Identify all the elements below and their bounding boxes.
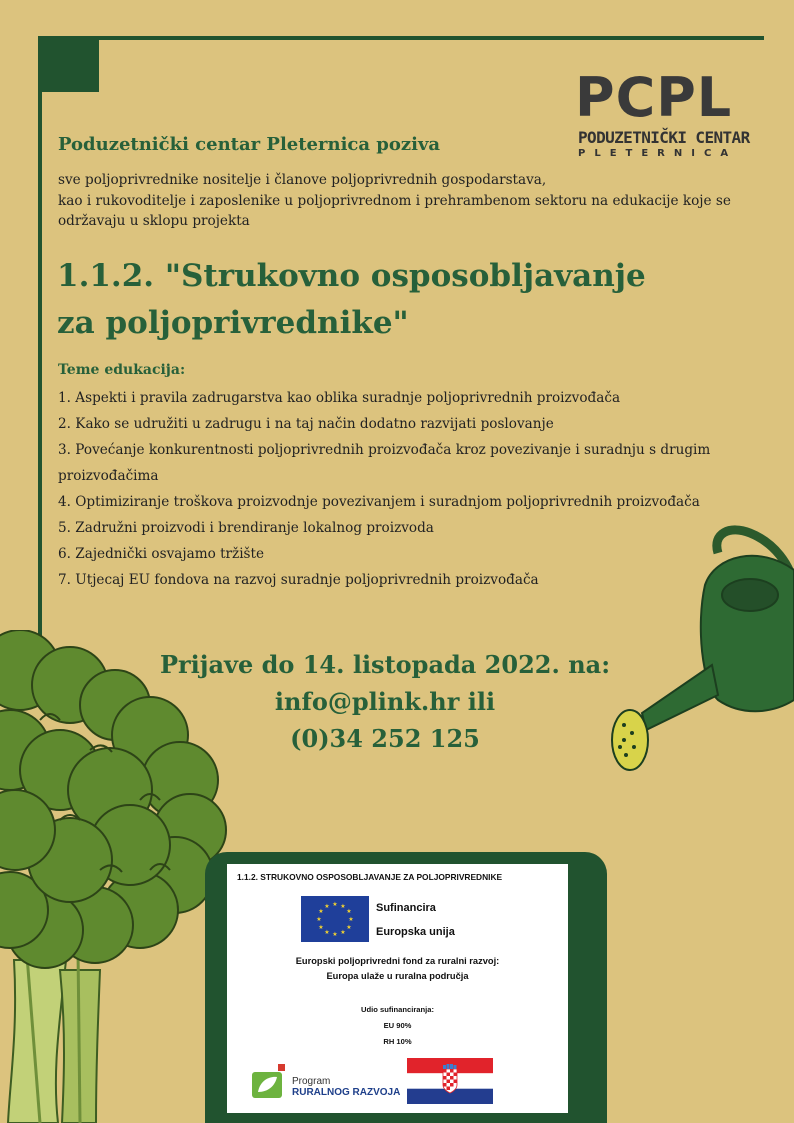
eu-union-label: Europska unija xyxy=(376,926,455,938)
svg-text:★: ★ xyxy=(340,929,346,936)
fund-line-2: Europa ulaže u ruralna područja xyxy=(326,971,469,981)
project-title xyxy=(57,253,646,347)
logo-mark: PCPL xyxy=(575,66,733,129)
funding-title: 1.1.2. STRUKOVNO OSPOSOBLJAVANJE ZA POLJOPRIVREDNIKE xyxy=(237,872,503,882)
topic-item: 3. Povećanje konkurentnosti poljoprivrednih proizvođača kroz povezivanje i suradnju s drugim proizvođačima xyxy=(58,442,711,484)
topic-item: 1. Aspekti i pravila zadrugarstva kao oblika suradnje poljoprivrednih proizvođača xyxy=(58,390,621,406)
fund-line-1: Europski poljoprivredni fond za ruralni razvoj: xyxy=(295,956,500,966)
topic-item: 5. Zadružni proizvodi i brendiranje lokalnog proizvoda xyxy=(58,520,434,536)
croatian-flag-icon xyxy=(407,1058,493,1104)
share-heading: Udio sufinanciranja: xyxy=(361,1005,434,1014)
rural-program-leaf-icon xyxy=(252,1064,292,1100)
svg-text:★: ★ xyxy=(324,903,330,910)
topic-item: 7. Utjecaj EU fondova na razvoj suradnje poljoprivrednih proizvođača xyxy=(58,572,539,588)
svg-text:★: ★ xyxy=(348,916,354,923)
program-name: RURALNOG RAZVOJA xyxy=(292,1087,401,1098)
svg-text:★: ★ xyxy=(318,908,324,915)
svg-text:★: ★ xyxy=(346,908,352,915)
cta-deadline: Prijave do 14. listopada 2022. na: xyxy=(159,650,611,679)
svg-text:★: ★ xyxy=(340,903,346,910)
logo-line-1: PODUZETNIČKI CENTAR xyxy=(578,128,750,147)
title-line-1: 1.1.2. "Strukovno osposobljavanje xyxy=(57,258,646,294)
svg-text:★: ★ xyxy=(324,929,330,936)
eu-cofinanced-label: Sufinancira xyxy=(376,902,436,914)
fund-text xyxy=(227,954,568,984)
svg-text:★: ★ xyxy=(332,901,338,908)
topics-heading: Teme edukacija: xyxy=(58,362,186,378)
topic-item: 2. Kako se udružiti u zadrugu i na taj način dodatno razvijati poslovanje xyxy=(58,416,554,432)
cofinancing-share xyxy=(227,1002,568,1050)
topic-item: 4. Optimiziranje troškova proizvodnje povezivanjem i suradnjom poljoprivrednih proizvođača xyxy=(58,494,700,510)
cta-phone[interactable]: (0)34 252 125 xyxy=(290,724,480,753)
frame-left-line xyxy=(38,36,42,644)
svg-text:★: ★ xyxy=(332,931,338,938)
logo-line-2: PLETERNICA xyxy=(578,148,738,159)
intro-line-3: održavaju u sklopu projekta xyxy=(58,213,250,229)
topic-item: 6. Zajednički osvajamo tržište xyxy=(58,546,265,562)
svg-text:★: ★ xyxy=(318,924,324,931)
svg-text:★: ★ xyxy=(346,924,352,931)
funding-card xyxy=(227,864,568,1113)
svg-text:★: ★ xyxy=(316,916,322,923)
application-callout xyxy=(0,646,770,757)
title-line-2: za poljoprivrednike" xyxy=(57,305,409,341)
frame-top-line xyxy=(38,36,764,40)
intro-line-1: sve poljoprivrednike nositelje i članove poljoprivrednih gospodarstava, xyxy=(58,172,547,188)
pcpl-logo xyxy=(575,66,755,165)
share-rh: RH 10% xyxy=(383,1037,412,1046)
share-eu: EU 90% xyxy=(383,1021,412,1030)
corner-square xyxy=(38,36,99,92)
intro-text xyxy=(58,170,788,232)
intro-line-2: kao i rukovoditelje i zaposlenike u poljoprivrednom i prehrambenom sektoru na edukacije koje se xyxy=(58,192,731,209)
eu-flag-icon xyxy=(301,896,369,942)
program-label: Program xyxy=(292,1076,331,1087)
cta-email[interactable]: info@plink.hr ili xyxy=(274,687,496,716)
intro-heading: Poduzetnički centar Pleternica poziva xyxy=(58,134,441,155)
